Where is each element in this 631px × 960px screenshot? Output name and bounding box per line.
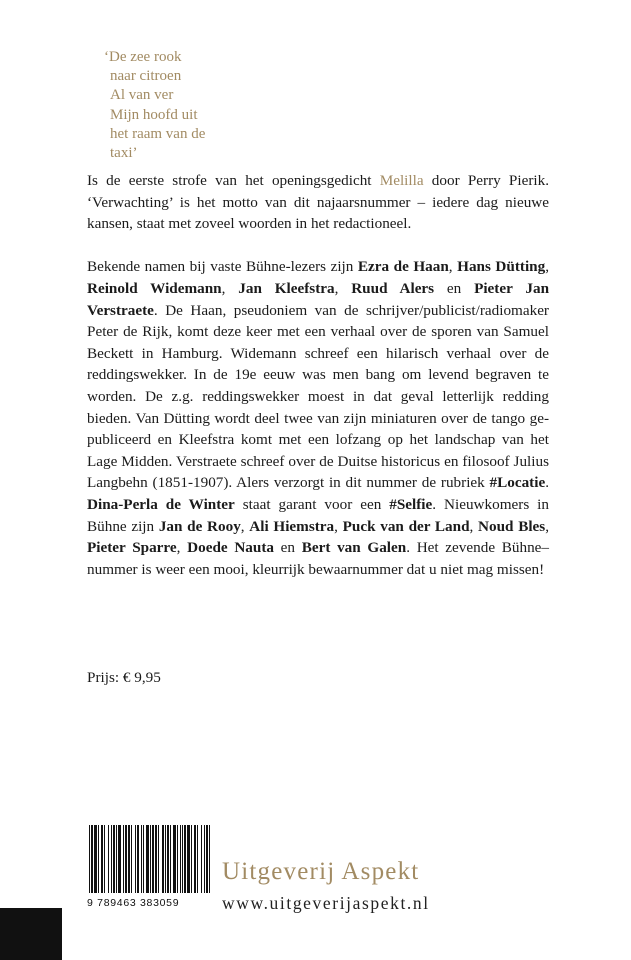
barcode-bar — [150, 825, 151, 893]
author-name: Bert van Galen — [301, 539, 407, 557]
barcode-bar — [128, 825, 130, 893]
barcode-bar — [111, 825, 112, 893]
barcode-bar — [170, 825, 171, 893]
barcode-bar — [141, 825, 142, 893]
barcode-bar — [162, 825, 164, 893]
barcode-bar — [155, 825, 157, 893]
barcode-bar — [101, 825, 103, 893]
body-text: , — [176, 539, 188, 557]
intro-text: Is de eerste strofe van het openingsgedicht — [87, 172, 380, 189]
poem-title: Melilla — [379, 172, 424, 189]
corner-block — [0, 908, 62, 960]
isbn-number: 9 789463 383059 — [87, 897, 180, 909]
barcode-bar — [182, 825, 183, 893]
author-name: Ali Hiemstra — [249, 517, 335, 535]
barcode-bar — [135, 825, 136, 893]
barcode-bar — [91, 825, 93, 893]
poem-line: naar citroen — [110, 68, 182, 85]
barcode-bar — [204, 825, 205, 893]
barcode-bar — [173, 825, 176, 893]
barcode-bar — [108, 825, 109, 893]
barcode-bar — [89, 825, 90, 893]
body-text: , — [545, 258, 550, 276]
author-name: Ruud Alers — [351, 279, 435, 297]
body-text: . Nieuwkomers in Bühne zijn — [87, 495, 549, 535]
author-name: Doede Nauta — [187, 539, 274, 557]
body-text: , — [240, 517, 250, 535]
barcode-bar — [209, 825, 210, 893]
barcode-bar — [104, 825, 105, 893]
barcode-bar — [113, 825, 115, 893]
barcode-bar — [158, 825, 159, 893]
body-text: , — [448, 258, 458, 276]
barcode-bar — [143, 825, 144, 893]
body-text: staat garant voor een — [234, 495, 390, 513]
body-text: . — [545, 474, 549, 492]
price-label: Prijs: € 9,95 — [87, 669, 161, 686]
body-text: , — [545, 517, 549, 535]
intro-paragraph — [87, 170, 549, 235]
barcode-bar — [131, 825, 132, 893]
barcode-bar — [123, 825, 124, 893]
rubric-name: #Locatie — [489, 474, 546, 492]
author-name: Jan Kleefstra — [238, 279, 335, 297]
barcode-bar — [194, 825, 196, 893]
author-name: Reinold Widemann — [87, 279, 222, 297]
author-name: Pieter Sparre — [87, 539, 177, 557]
barcode-bar — [167, 825, 169, 893]
barcode-bar — [146, 825, 149, 893]
barcode-bar — [184, 825, 186, 893]
body-text: , — [221, 279, 239, 297]
poem-line: ‘De zee rook — [104, 49, 182, 65]
publisher-url: www.uitgeverijaspekt.nl — [222, 893, 430, 913]
author-name: Hans Dütting — [457, 258, 546, 276]
opening-poem — [104, 48, 304, 163]
body-text: en — [273, 539, 302, 557]
barcode-bar — [177, 825, 178, 893]
barcode-bar — [165, 825, 166, 893]
barcode-bar — [191, 825, 192, 893]
barcode-bar — [152, 825, 154, 893]
author-name: Puck van der Land — [342, 517, 470, 535]
barcode-bar — [187, 825, 190, 893]
barcode-bar — [180, 825, 181, 893]
barcode-bar — [125, 825, 127, 893]
body-text: . De Haan, pseudoniem van de schrijver/​publicist/radiomaker Peter de Rijk, komt deze keer met een verhaal over de sporen van Samuel Beckett in Hamburg. Widemann schreef een hilarisch verhaal over de reddingswekker. In de 19e eeuw was men bang om levend begraven te worden. De z.g. reddingswekker moest in dat geval letterlijk redding bieden. Van Dütting wordt deel twee van zijn miniaturen over de tango gepubliceerd en Kleefstra komt met een lofzang op het landschap van het Lage Midden. Verstraete schreef over de Duitse historicus en filosoof Julius Langbehn (1851-1907). Alers verzorgt in dit nummer de rubriek — [87, 301, 549, 492]
body-text: Bekende namen bij vaste Bühne-lezers zijn — [87, 258, 358, 276]
author-name: Dina-Perla de Winter — [87, 495, 235, 513]
barcode-bar — [201, 825, 202, 893]
body-text: en — [434, 279, 475, 297]
poem-line: Mijn hoofd uit — [110, 106, 198, 123]
description — [87, 170, 549, 580]
barcode-bar — [197, 825, 198, 893]
barcode-bar — [98, 825, 99, 893]
barcode-bar — [137, 825, 139, 893]
barcode-bar — [206, 825, 208, 893]
author-name: Jan de Rooy — [158, 517, 241, 535]
author-name: Noud Bles — [478, 517, 546, 535]
body-text: , — [469, 517, 479, 535]
rubric-name: #Selfie — [389, 495, 433, 513]
poem-line: taxi’ — [110, 145, 138, 162]
barcode-bars — [87, 825, 212, 897]
poem-line: Al van ver — [110, 87, 174, 104]
barcode-bar — [118, 825, 121, 893]
contributors-paragraph — [87, 256, 549, 580]
barcode-bar — [94, 825, 97, 893]
poem-line: het raam van de — [110, 125, 206, 142]
intro-text: door Perry Pierik. ‘Verwachting’ is het motto van dit najaarsnummer – iedere dag nieuwe kansen, staat met zoveel woorden in het redactioneel. — [87, 172, 549, 233]
author-name: Ezra de Haan — [357, 258, 449, 276]
body-text: , — [334, 279, 352, 297]
author-name: Pieter Jan Verstraete — [87, 279, 550, 319]
body-text: , — [334, 517, 343, 535]
body-text: . Het zevende Bühne–nummer is weer een mooi, kleurrijk bewaarnummer dat u niet mag missen! — [87, 539, 549, 578]
barcode-bar — [116, 825, 117, 893]
publisher-name: Uitgeverij Aspekt — [222, 858, 420, 885]
